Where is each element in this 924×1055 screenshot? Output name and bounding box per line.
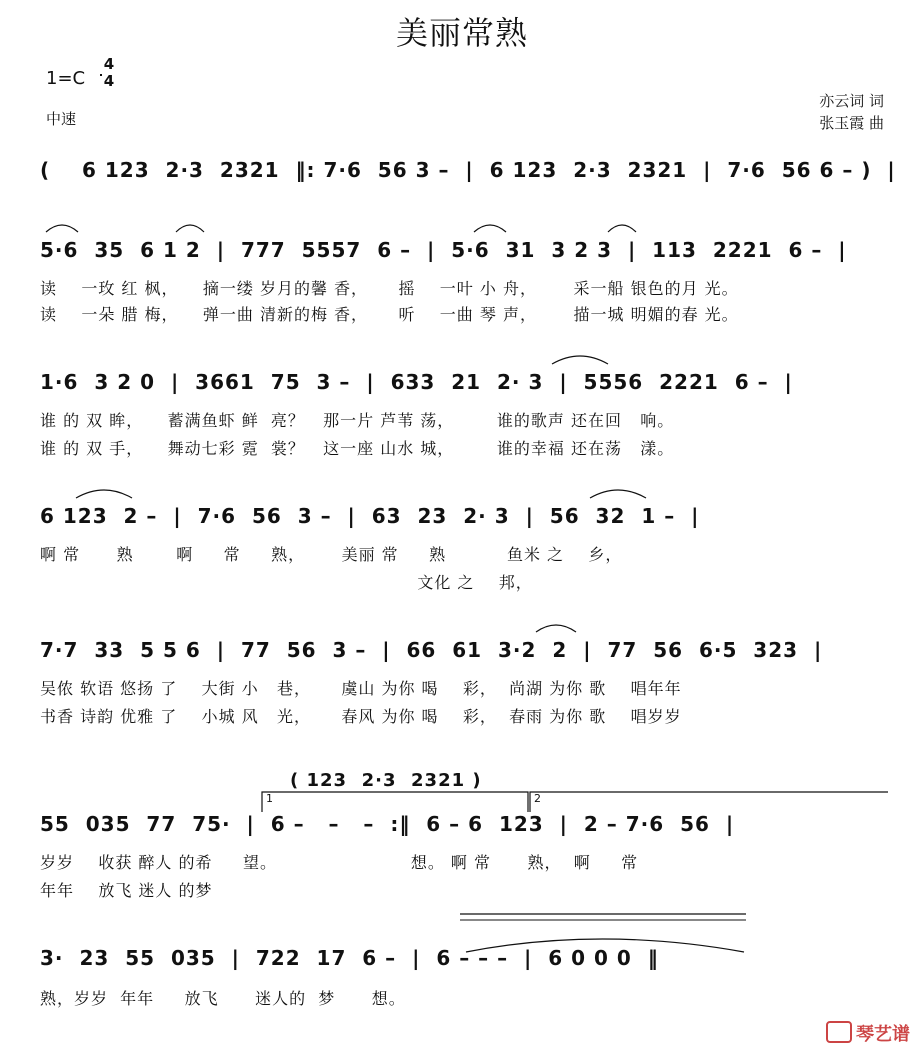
- slur: [552, 356, 608, 364]
- composer-credit: 张玉霞 曲: [819, 114, 884, 132]
- row-4-lyrics-1: 啊 常 熟 啊 常 熟， 美丽 常 熟 鱼米 之 乡，: [40, 545, 623, 564]
- row-6-notes: 55 035 77 75· | 6 – – – :‖ 6 – 6 123 | 2 – 7·6 56 |: [40, 812, 735, 836]
- row-6-lyrics-verse-2: 年年 放飞 迷人 的梦: [40, 881, 213, 900]
- row-3-notes: 1·6 3 2 0 | 3661 75 3 – | 633 21 2· 3 | 5556 2221 6 – |: [40, 370, 793, 394]
- row-6-lyrics-verse-1: 岁岁 收获 醉人 的希 望。 想。 啊 常 熟， 啊 常: [40, 853, 639, 872]
- row-4-lyrics-2: 文化 之 邦，: [40, 573, 533, 592]
- logo-icon: [826, 1021, 852, 1043]
- first-ending-bracket: [262, 792, 528, 812]
- row-3-lyrics-verse-1: 谁 的 双 眸， 蓄满鱼虾 鲜 亮？ 那一片 芦苇 荡， 谁的歌声 还在回 响。: [40, 411, 675, 430]
- row-1-notes: ( 6 123 2·3 2321 ‖: 7·6 56 3 – | 6 123 2·3 2321 | 7·6 56 6 – ) |: [40, 158, 896, 182]
- row-4-notes: 6 123 2 – | 7·6 56 3 – | 63 23 2· 3 | 56 32 1 – |: [40, 504, 700, 528]
- row-5-lyrics-verse-1: 吴侬 软语 悠扬 了 大街 小 巷， 虞山 为你 喝 彩， 尚湖 为你 歌 唱年年: [40, 679, 682, 698]
- watermark: [826, 1020, 910, 1046]
- key-signature: 1=C: [46, 68, 86, 89]
- lyricist-credit: 亦云词 词: [819, 92, 884, 110]
- row-2-notes: 5·6 35 6 1 2 | 777 5557 6 – | 5·6 31 3 2 3 | 113 2221 6 – |: [40, 238, 847, 262]
- first-ending-number: 1: [266, 792, 273, 805]
- row-7-notes: 3· 23 55 035 | 722 17 6 – | 6 – – – | 6 0 0 0 ‖: [40, 946, 659, 970]
- slur: [536, 625, 576, 632]
- slur: [474, 225, 506, 232]
- row-2-lyrics-verse-2: 读 一朵 腊 梅， 弹一曲 清新的梅 香， 听 一曲 琴 声， 描一城 明媚的春 光。: [40, 305, 739, 324]
- row-5-lyrics-verse-2: 书香 诗韵 优雅 了 小城 风 光， 春风 为你 喝 彩， 春雨 为你 歌 唱岁岁: [40, 707, 682, 726]
- time-bottom: 4: [103, 72, 115, 90]
- row-3-lyrics-verse-2: 谁 的 双 手， 舞动七彩 霓 裳？ 这一座 山水 城， 谁的幸福 还在荡 漾。: [40, 439, 675, 458]
- row-7-lyrics: 熟，岁岁 年年 放飞 迷人的 梦 想。: [40, 989, 406, 1008]
- slur: [46, 225, 78, 232]
- slur: [76, 490, 132, 498]
- slur: [590, 490, 646, 498]
- second-ending-bracket: [530, 792, 888, 812]
- second-ending-number: 2: [534, 792, 541, 805]
- volta-note: ( 123 2·3 2321 ): [290, 770, 482, 791]
- row-2-lyrics-verse-1: 读 一玫 红 枫， 摘一缕 岁月的馨 香， 摇 一叶 小 舟， 采一船 银色的月 光。: [40, 279, 739, 298]
- row-5-notes: 7·7 33 5 5 6 | 77 56 3 – | 66 61 3·2 2 | 77 56 6·5 323 |: [40, 638, 823, 662]
- slur: [176, 225, 204, 232]
- watermark-text: 琴艺谱: [856, 1024, 910, 1045]
- slur: [466, 939, 744, 952]
- slur: [608, 225, 636, 232]
- tempo-marking: 中速: [46, 110, 77, 128]
- score-title: 美丽常熟: [395, 14, 528, 52]
- time-top: 4: [103, 55, 115, 73]
